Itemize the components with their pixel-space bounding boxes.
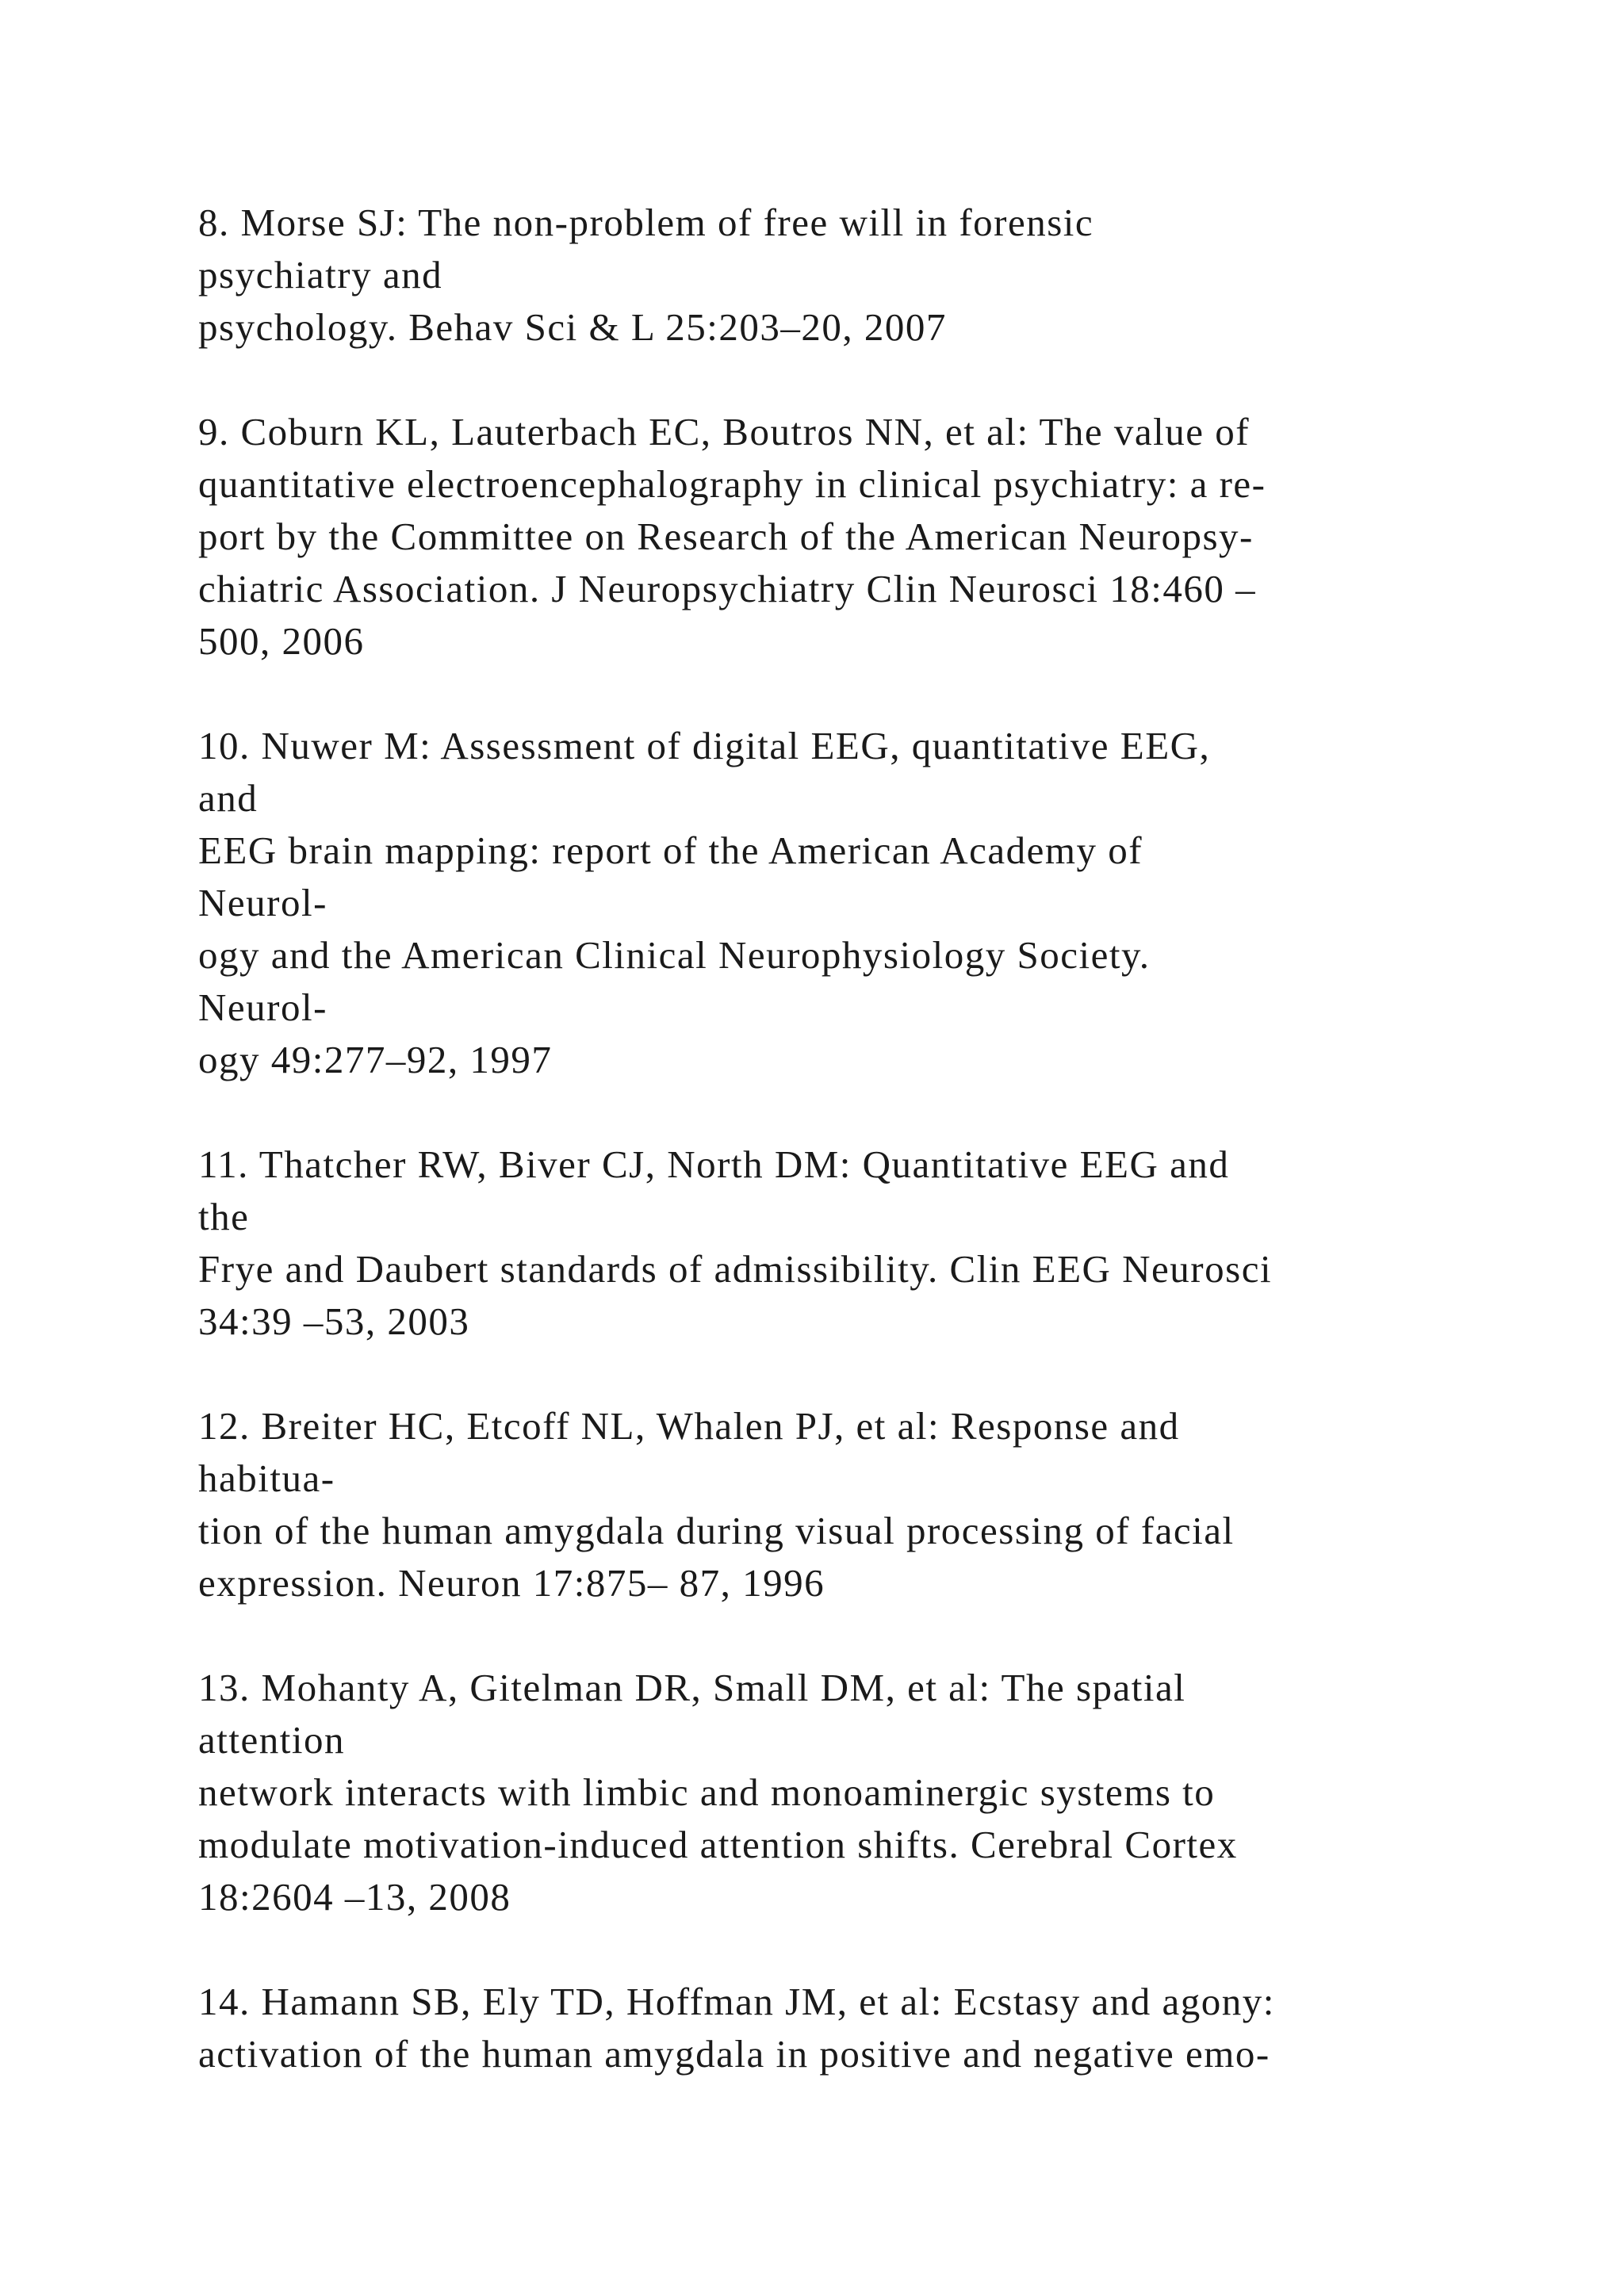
- reference-line: Frye and Daubert standards of admissibility. Clin EEG Neurosci: [198, 1247, 1273, 1291]
- reference-line: attention: [198, 1718, 345, 1762]
- reference-line: ogy 49:277–92, 1997: [198, 1038, 553, 1081]
- reference-line: Neurol-: [198, 881, 327, 924]
- reference-line: 8. Morse SJ: The non-problem of free will in forensic: [198, 201, 1094, 244]
- reference-12: [198, 1400, 1507, 1609]
- reference-line: tion of the human amygdala during visual processing of facial: [198, 1509, 1235, 1552]
- reference-line: ogy and the American Clinical Neurophysiology Society.: [198, 933, 1151, 977]
- reference-line: 9. Coburn KL, Lauterbach EC, Boutros NN, et al: The value of: [198, 410, 1251, 453]
- reference-line: the: [198, 1195, 250, 1238]
- reference-line: quantitative electroencephalography in clinical psychiatry: a re-: [198, 462, 1266, 506]
- reference-9: [198, 406, 1507, 668]
- reference-line: psychology. Behav Sci & L 25:203–20, 2007: [198, 305, 947, 349]
- reference-10: [198, 720, 1507, 1086]
- reference-line: 18:2604 –13, 2008: [198, 1875, 511, 1919]
- reference-line: psychiatry and: [198, 253, 443, 297]
- reference-line: activation of the human amygdala in positive and negative emo-: [198, 2032, 1270, 2076]
- reference-line: 12. Breiter HC, Etcoff NL, Whalen PJ, et al: Response and: [198, 1404, 1180, 1448]
- reference-line: network interacts with limbic and monoaminergic systems to: [198, 1770, 1216, 1814]
- reference-line: modulate motivation-induced attention shifts. Cerebral Cortex: [198, 1823, 1238, 1866]
- reference-8: [198, 197, 1507, 354]
- reference-line: port by the Committee on Research of the American Neuropsy-: [198, 515, 1254, 558]
- reference-line: 13. Mohanty A, Gitelman DR, Small DM, et al: The spatial: [198, 1666, 1186, 1709]
- reference-line: and: [198, 776, 259, 820]
- reference-14: [198, 1976, 1507, 2080]
- reference-line: chiatric Association. J Neuropsychiatry Clin Neurosci 18:460 –: [198, 567, 1257, 610]
- reference-line: 500, 2006: [198, 619, 365, 663]
- reference-line: 34:39 –53, 2003: [198, 1299, 470, 1343]
- reference-line: 10. Nuwer M: Assessment of digital EEG, quantitative EEG,: [198, 724, 1211, 767]
- document-page: [198, 197, 1507, 2133]
- reference-line: 14. Hamann SB, Ely TD, Hoffman JM, et al: Ecstasy and agony:: [198, 1980, 1275, 2023]
- reference-line: EEG brain mapping: report of the American Academy of: [198, 828, 1143, 872]
- reference-11: [198, 1138, 1507, 1348]
- reference-line: Neurol-: [198, 985, 327, 1029]
- reference-line: 11. Thatcher RW, Biver CJ, North DM: Quantitative EEG and: [198, 1142, 1230, 1186]
- reference-line: habitua-: [198, 1456, 335, 1500]
- reference-13: [198, 1662, 1507, 1923]
- reference-line: expression. Neuron 17:875– 87, 1996: [198, 1561, 825, 1605]
